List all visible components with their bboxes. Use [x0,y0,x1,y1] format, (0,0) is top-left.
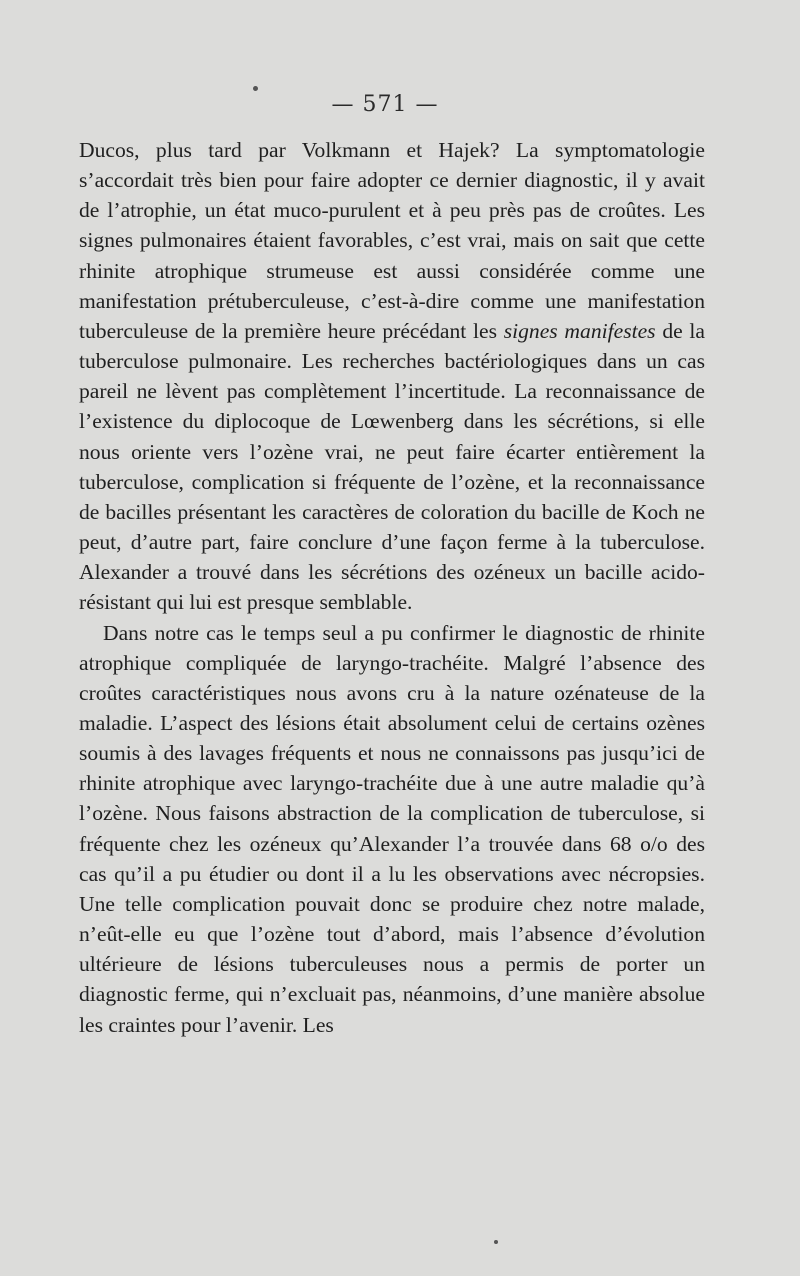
ink-speck [494,1240,498,1244]
page-number: — 571 — [331,92,439,117]
paragraph-1-emphasis: signes manifestes [503,318,656,343]
paragraph-1-text-b: de la tuberculose pulmonaire. Les recherches bactériologiques dans un cas pareil ne lèvent pas complètement l’incertitude. La reconnaissance de l’existence du diplocoque de Lœwenberg dans les sécrétions, si elle nous oriente vers l’ozène vrai, ne peut faire écarter entièrement la tuberculose, complication si fréquente de l’ozène, et la reconnaissance de bacilles présentant les caractères de coloration du bacille de Koch ne peut, d’autre part, faire conclure d’une façon ferme à la tuberculose. Alexander a trouvé dans les sécrétions des ozéneux un bacille acido-résistant qui lui est presque semblable. [79,318,705,615]
paragraph-2: Dans notre cas le temps seul a pu confirmer le diagnostic de rhinite atrophique compliquée de laryngo-trachéite. Malgré l’absence des croûtes caractéristiques nous avons cru à la nature ozénateuse de la maladie. L’aspect des lésions était absolument celui de certains ozènes soumis à des lavages fréquents et nous ne connaissons pas jusqu’ici de rhinite atrophique avec laryngo-trachéite due à une autre maladie qu’à l’ozène. Nous faisons abstraction de la complication de tuberculose, si fréquente chez les ozéneux qu’Alexander l’a trouvée dans 68 o/o des cas qu’il a pu étudier ou dont il a lu les observations avec nécropsies. Une telle complication pouvait donc se produire chez notre malade, n’eût-elle eu que l’ozène tout d’abord, mais l’absence d’évolution ultérieure de lésions tuberculeuses nous a permis de porter un diagnostic ferme, qui n’excluait pas, néanmoins, d’une manière absolue les craintes pour l’avenir. Les [79,620,705,1037]
ink-speck [253,86,258,91]
body-text [79,135,705,1040]
paragraph-1-text-a: Ducos, plus tard par Volkmann et Hajek? La symptomatologie s’accordait très bien pour faire adopter ce dernier diagnostic, il y avait de l’atrophie, un état muco-purulent et à peu près pas de croûtes. Les signes pulmonaires étaient favorables, c’est vrai, mais on sait que cette rhinite atrophique strumeuse est aussi considérée comme une manifestation prétuberculeuse, c’est-à-dire comme une manifestation tuberculeuse de la première heure précédant les [79,138,705,343]
paragraph-1 [79,135,705,618]
